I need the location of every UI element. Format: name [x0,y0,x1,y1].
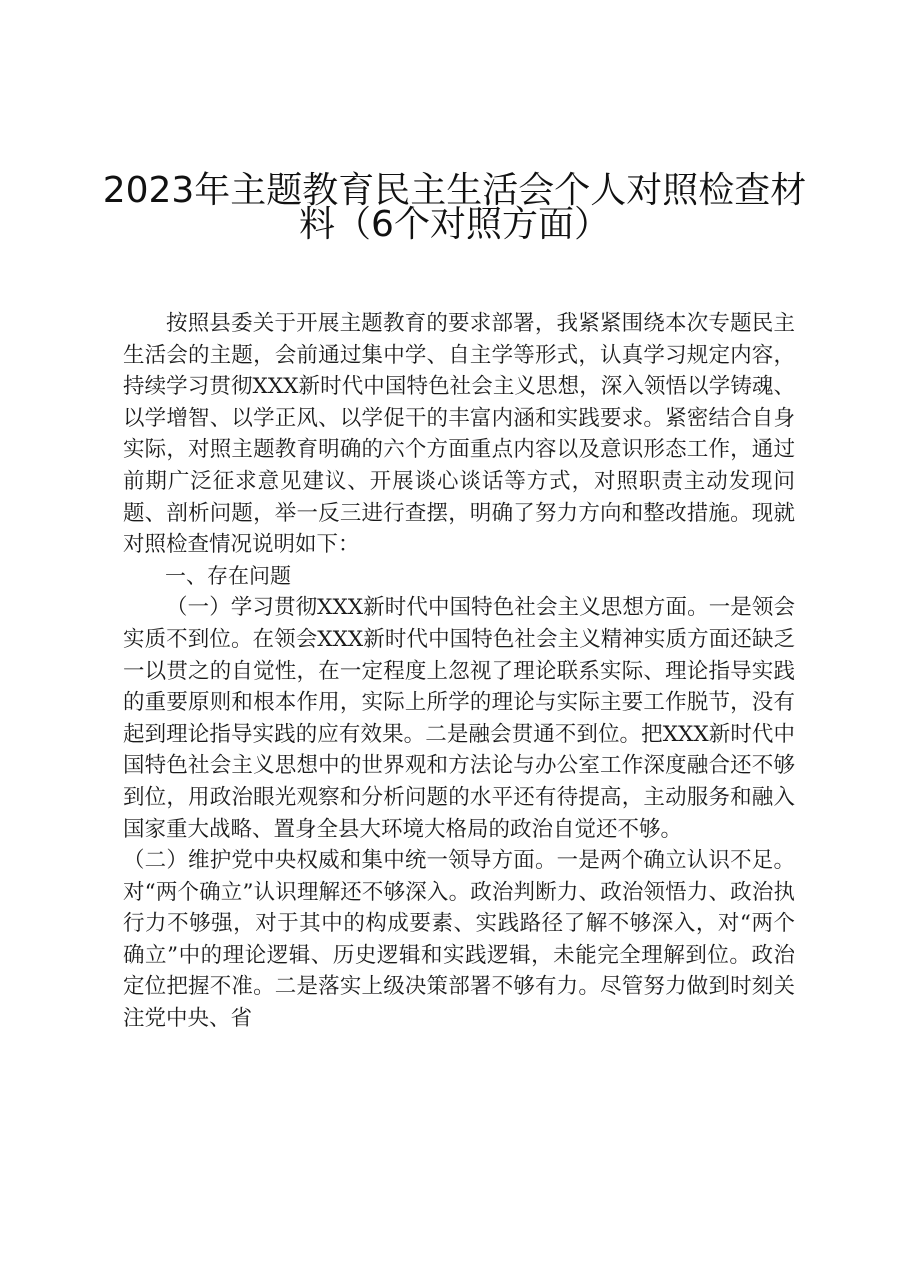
section-heading-problems: 一、存在问题 [165,563,291,588]
document-body [123,308,795,1035]
document-title-line-1: 2023年主题教育民主生活会个人对照检查材 [102,170,807,211]
subsection-paragraph-1: （一）学习贯彻XXX新时代中国特色社会主义思想方面。一是领会实质不到位。在领会XXX新时代中国特色社会主义精神实质方面还缺乏一以贯之的自觉性，在一定程度上忽视了理论联系实际、理论指导实践的重要原则和根本作用，实际上所学的理论与实际主要工作脱节，没有起到理论指导实践的应有效果。二是融会贯通不到位。把XXX新时代中国特色社会主义思想中的世界观和方法论与办公室工作深度融合还不够到位，用政治眼光观察和分析问题的水平还有待提高，主动服务和融入国家重大战略、置身全县大环境大格局的政治自觉还不够。 [123,595,795,842]
subsection-paragraph-2: （二）维护党中央权威和集中统一领导方面。一是两个确立认识不足。对“两个确立”认识理解还不够深入。政治判断力、政治领悟力、政治执行力不够强，对于其中的构成要素、实践路径了解不够深入，对“两个确立”中的理论逻辑、历史逻辑和实践逻辑，未能完全理解到位。政治定位把握不准。二是落实上级决策部署不够有力。尽管努力做到时刻关注党中央、省 [123,848,795,1032]
document-title-line-2: 料（6个对照方面） [299,204,610,245]
intro-paragraph: 按照县委关于开展主题教育的要求部署，我紧紧围绕本次专题民主生活会的主题，会前通过集中学、自主学等形式，认真学习规定内容，持续学习贯彻XXX新时代中国特色社会主义思想，深入领悟以学铸魂、以学增智、以学正风、以学促干的丰富内涵和实践要求。紧密结合自身实际，对照主题教育明确的六个方面重点内容以及意识形态工作，通过前期广泛征求意见建议、开展谈心谈话等方式，对照职责主动发现问题、剖析问题，举一反三进行查摆，明确了努力方向和整改措施。现就对照检查情况说明如下： [123,311,795,558]
